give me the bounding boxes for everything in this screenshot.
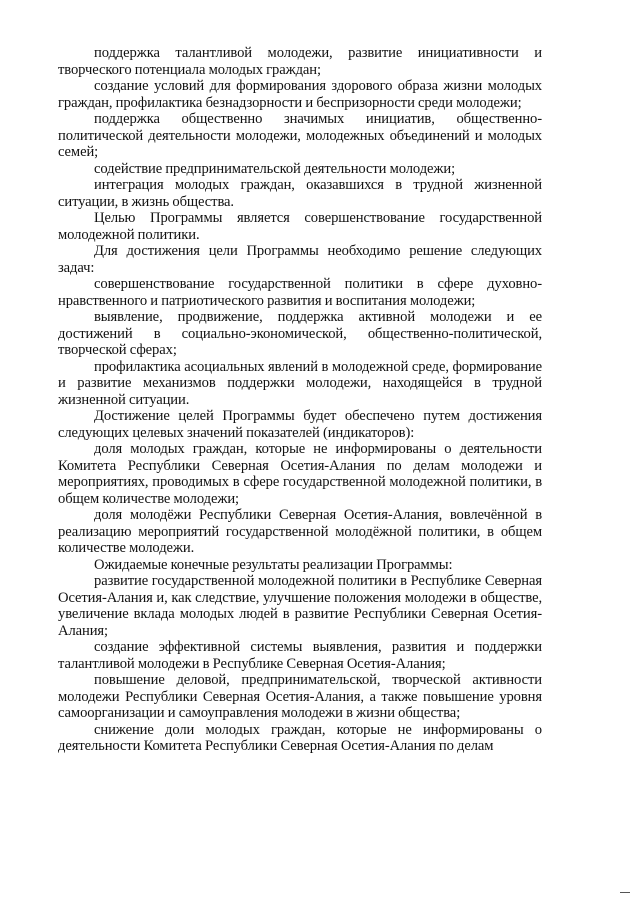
paragraph: содействие предпринимательской деятельности молодежи; bbox=[94, 160, 456, 177]
paragraph: Для достижения цели Программы необходимо решение следующих задач: bbox=[58, 243, 542, 276]
paragraph: интеграция молодых граждан, оказавшихся в трудной жизненной ситуации, в жизнь общества. bbox=[58, 177, 542, 210]
scan-edge-mark bbox=[620, 892, 630, 893]
paragraph: Целью Программы является совершенствование государственной молодежной политики. bbox=[58, 210, 542, 243]
paragraph: повышение деловой, предпринимательской, творческой активности молодежи Республики Северная Осетия-Алания, а также повышение уровня самоорганизации и самоуправления молодежи в жизни общества; bbox=[58, 672, 542, 721]
paragraph: снижение доли молодых граждан, которые не информированы о деятельности Комитета Республики Северная Осетия-Алания по делам bbox=[58, 721, 542, 754]
paragraph: совершенствование государственной политики в сфере духовно-нравственного и патриотического развития и воспитания молодежи; bbox=[58, 276, 542, 309]
paragraph: создание эффективной системы выявления, развития и поддержки талантливой молодежи в Республике Северная Осетия-Алания; bbox=[58, 639, 542, 672]
paragraph: поддержка общественно значимых инициатив, общественно-политической деятельности молодежи, молодежных объединений и молодых семей; bbox=[58, 111, 542, 160]
paragraph: профилактика асоциальных явлений в молодежной среде, формирование и развитие механизмов поддержки молодежи, находящейся в трудной жизненной ситуации. bbox=[58, 358, 542, 408]
paragraph: Достижение целей Программы будет обеспечено путем достижения следующих целевых значений показателей (индикаторов): bbox=[58, 408, 542, 441]
paragraph: Ожидаемые конечные результаты реализации Программы: bbox=[94, 556, 453, 573]
paragraph: выявление, продвижение, поддержка активной молодежи и ее достижений в социально-экономической, общественно-политической, творческой сферах; bbox=[58, 309, 542, 358]
paragraph: доля молодёжи Республики Северная Осетия-Алания, вовлечённой в реализацию мероприятий государственной молодёжной политики, в общем количестве молодежи. bbox=[58, 507, 542, 556]
document-body bbox=[58, 45, 542, 755]
paragraph: создание условий для формирования здорового образа жизни молодых граждан, профилактика безнадзорности и беспризорности среди молодежи; bbox=[58, 78, 542, 111]
paragraph: поддержка талантливой молодежи, развитие инициативности и творческого потенциала молодых граждан; bbox=[58, 45, 542, 78]
paragraph: развитие государственной молодежной политики в Республике Северная Осетия-Алания и, как следствие, улучшение положения молодежи в обществе, увеличение вклада молодых людей в развитие Республики Северная Осетия-Алания; bbox=[58, 573, 542, 639]
paragraph: доля молодых граждан, которые не информированы о деятельности Комитета Республики Северная Осетия-Алания по делам молодежи и мероприятиях, проводимых в сфере государственной молодежной политики, в общем количестве молодежи; bbox=[58, 441, 542, 507]
